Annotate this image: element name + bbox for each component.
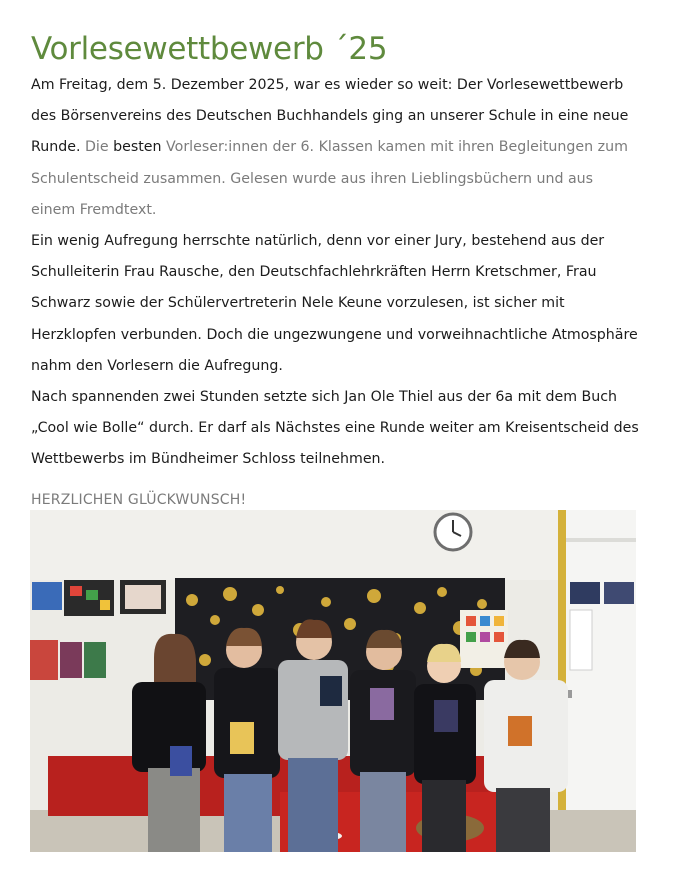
article	[31, 30, 641, 476]
paragraph-jury: Ein wenig Aufregung herrschte natürlich, denn vor einer Jury, bestehend aus der Schulleiterin Frau Rausche, den Deutschfachlehrkräften Herrn Kretschmer, Frau Schwarz sowie der Schülervertreterin Nele Keune vorzulesen, ist sicher mit Herzklopfen verbunden. Doch die ungezwungene und vorweihnachtliche Atmosphäre nahm den Vorlesern die Aufregung.	[31, 233, 638, 374]
page-title: Vorlesewettbewerb ´25	[31, 31, 388, 67]
paragraph-winner: Nach spannenden zwei Stunden setzte sich Jan Ole Thiel aus der 6a mit dem Buch „Cool wie Bolle“ durch. Er darf als Nächstes eine Runde weiter am Kreisentscheid des Wettbewerbs im Bündheimer Schloss teilnehmen.	[31, 389, 639, 468]
intro-grey-text-a: Die	[84, 139, 109, 156]
intro-text: Am Freitag, dem 5. Dezember 2025, war es wieder so weit: Der Vorlesewettbewerb des Börsenvereins des Deutschen Buchhandels ging an unserer Schule in eine neue Runde.	[31, 77, 629, 156]
paragraph-intro	[31, 70, 641, 226]
group-photo	[30, 510, 636, 852]
intro-grey-text-b: Vorleser:innen der 6. Klassen kamen mit ihren Begleitungen zum Schulentscheid zusammen. Gelesen wurde aus ihren Lieblingsbüchern und aus einem Fremdtext.	[31, 139, 628, 218]
congratulations-heading: HERZLICHEN GLÜCKWUNSCH!	[31, 492, 247, 508]
intro-highlight-word: besten	[113, 139, 162, 156]
article-body	[31, 70, 641, 476]
